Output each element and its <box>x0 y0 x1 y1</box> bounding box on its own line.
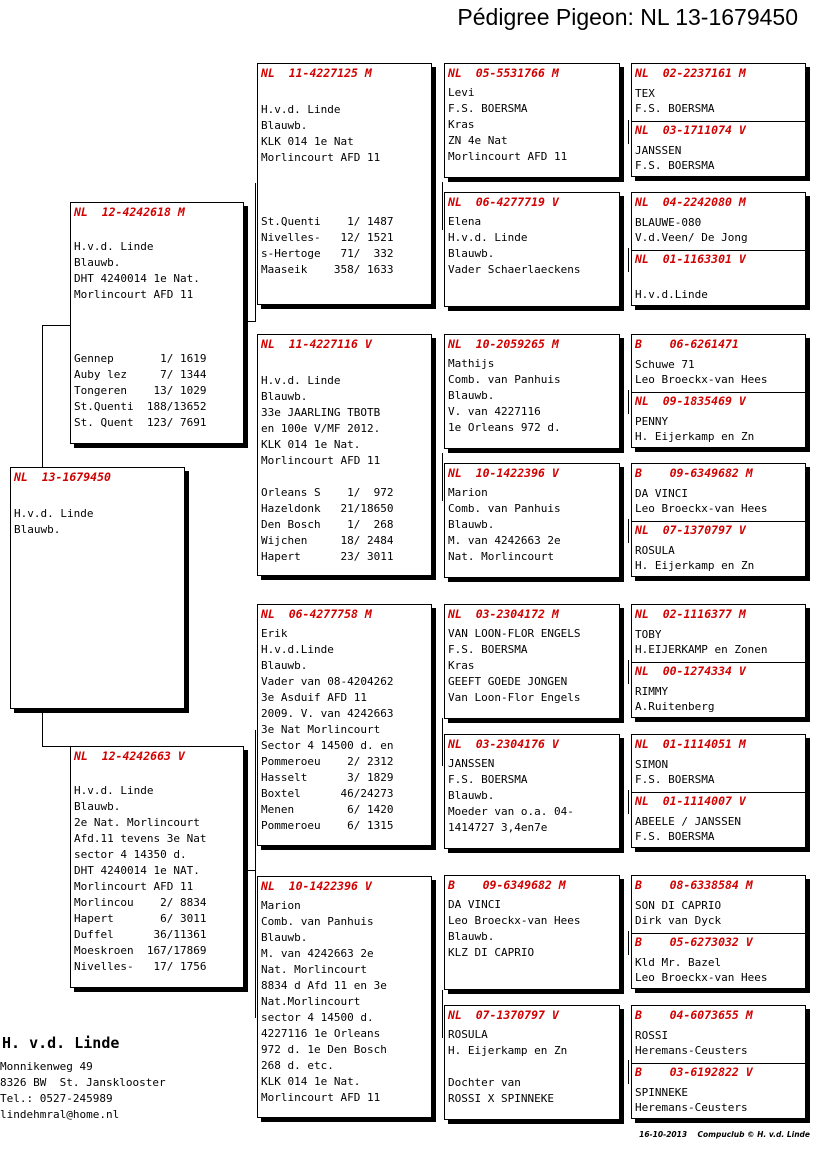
ring-number: NL 06-4277719 V <box>448 195 559 209</box>
race-result: Pommeroeu 2/ 2312 <box>261 755 394 768</box>
card-line: ROSULA <box>448 1028 488 1041</box>
ggp-pair-card[interactable] <box>631 604 806 718</box>
card-line: Comb. van Panhuis <box>448 373 561 386</box>
card-line: GEEFT GOEDE JONGEN <box>448 675 568 688</box>
card-line: H.v.d. Linde <box>74 240 154 253</box>
race-result: Morlincou 2/ 8834 <box>74 896 207 909</box>
card-line: Blauwb. <box>14 523 61 536</box>
divider <box>632 662 805 663</box>
footer-credit: 16-10-2013 Compuclub © H. v.d. Linde <box>639 1130 810 1139</box>
card-line: 1414727 3,4en7e <box>448 821 548 834</box>
ring-number: NL 07-1370797 V <box>448 1008 559 1022</box>
race-result: Duffel 36/11361 <box>74 928 207 941</box>
card-line: Leo Broeckx-van Hees <box>635 373 768 386</box>
card-line: ROSULA <box>635 544 675 557</box>
card-line: H.EIJERKAMP en Zonen <box>635 643 768 656</box>
card-line: H. Eijerkamp en Zn <box>635 430 755 443</box>
race-result: Hapert 6/ 3011 <box>74 912 207 925</box>
connector-line <box>255 183 256 321</box>
card-line: H. Eijerkamp en Zn <box>448 1044 568 1057</box>
card-line: H.v.d.Linde <box>635 288 708 301</box>
card-line: 1e Orleans 972 d. <box>448 421 561 434</box>
connector-line <box>628 931 629 955</box>
card-line: Marion <box>261 899 301 912</box>
ring-number: NL 02-1116377 M <box>635 607 746 621</box>
owner-phone: Tel.: 0527-245989 <box>0 1092 113 1105</box>
great-grandparent-card[interactable] <box>444 875 620 990</box>
card-line: KLK 014 1e Nat. <box>261 1075 361 1088</box>
card-line: DHT 4240014 1e Nat. <box>74 272 200 285</box>
card-line: Afd.11 tevens 3e Nat <box>74 832 207 845</box>
great-grandparent-card[interactable] <box>444 334 620 449</box>
card-line: A.Ruitenberg <box>635 700 715 713</box>
ring-number: NL 06-4277758 M <box>261 607 372 621</box>
card-line: ZN 4e Nat <box>448 134 508 147</box>
card-line: F.S. BOERSMA <box>448 773 528 786</box>
card-line: V. van 4227116 <box>448 405 541 418</box>
connector-line <box>628 1060 629 1084</box>
card-line: Morlincourt AFD 11 <box>261 454 381 467</box>
card-line: 33e JAARLING TBOTB <box>261 406 381 419</box>
card-line: Dochter van <box>448 1076 521 1089</box>
connector-line <box>42 325 70 326</box>
connector-line <box>243 870 256 871</box>
card-line: F.S. BOERSMA <box>635 773 715 786</box>
card-line: DA VINCI <box>448 898 501 911</box>
card-line: Marion <box>448 486 488 499</box>
ring-number: NL 07-1370797 V <box>635 523 746 537</box>
race-result: Nivelles- 12/ 1521 <box>261 231 394 244</box>
card-line: DHT 4240014 1e NAT. <box>74 864 200 877</box>
ring-number: B 06-6261471 <box>635 337 739 351</box>
card-line: SON DI CAPRIO <box>635 899 722 912</box>
connector-line <box>255 730 256 1018</box>
card-line: ABEELE / JANSSEN <box>635 815 741 828</box>
connector-line <box>628 519 629 543</box>
card-line: Nat. Morlincourt <box>261 963 367 976</box>
divider <box>632 121 805 122</box>
card-line: Blauwb. <box>448 389 495 402</box>
card-line: 3e Nat Morlincourt <box>261 723 381 736</box>
great-grandparent-card[interactable] <box>444 604 620 719</box>
owner-address: Monnikenweg 49 <box>0 1060 93 1073</box>
card-line: H.v.d. Linde <box>74 784 154 797</box>
card-line: Kld Mr. Bazel <box>635 956 722 969</box>
great-grandparent-card[interactable] <box>444 63 620 178</box>
card-line: Dirk van Dyck <box>635 914 722 927</box>
great-grandparent-card[interactable] <box>444 463 620 578</box>
connector-line <box>628 390 629 414</box>
card-line: ROSSI X SPINNEKE <box>448 1092 554 1105</box>
ring-number: B 05-6273032 V <box>635 935 753 949</box>
card-line: F.S. BOERSMA <box>448 643 528 656</box>
ring-number: NL 10-2059265 M <box>448 337 559 351</box>
card-line: M. van 4242663 2e <box>448 534 561 547</box>
card-line: Comb. van Panhuis <box>261 915 374 928</box>
ring-number: NL 04-2242080 M <box>635 195 746 209</box>
ggp-pair-card[interactable] <box>631 463 806 577</box>
connector-line <box>243 321 256 322</box>
card-line: Elena <box>448 215 482 228</box>
card-line: Blauwb. <box>448 930 495 943</box>
great-grandparent-card[interactable] <box>444 192 620 307</box>
card-line: H. Eijerkamp en Zn <box>635 559 755 572</box>
card-line: F.S. BOERSMA <box>448 102 528 115</box>
card-line: TEX <box>635 87 655 100</box>
card-line: SPINNEKE <box>635 1086 688 1099</box>
ggp-pair-card[interactable] <box>631 192 806 306</box>
race-result: Moeskroen 167/17869 <box>74 944 207 957</box>
great-grandparent-card[interactable] <box>444 734 620 849</box>
card-line: BLAUWE-080 <box>635 216 702 229</box>
card-line: M. van 4242663 2e <box>261 947 374 960</box>
race-result: Auby lez 7/ 1344 <box>74 368 207 381</box>
ring-number: NL 13-1679450 <box>14 470 111 484</box>
card-line: F.S. BOERSMA <box>635 102 715 115</box>
card-line: Vader Schaerlaeckens <box>448 263 581 276</box>
card-line: ROSSI <box>635 1029 669 1042</box>
race-result: Wijchen 18/ 2484 <box>261 534 394 547</box>
connector-line <box>442 718 443 766</box>
card-line: H.v.d. Linde <box>14 507 94 520</box>
card-line: Morlincourt AFD 11 <box>261 1091 381 1104</box>
card-line: Blauwb. <box>74 800 121 813</box>
card-line: Blauwb. <box>261 390 308 403</box>
race-result: Tongeren 13/ 1029 <box>74 384 207 397</box>
card-line: Kras <box>448 118 475 131</box>
ring-number: B 08-6338584 M <box>635 878 753 892</box>
card-line: 2e Nat. Morlincourt <box>74 816 200 829</box>
connector-line <box>628 120 629 144</box>
card-line: Leo Broeckx-van Hees <box>635 502 768 515</box>
card-line: DA VINCI <box>635 487 688 500</box>
divider <box>632 1063 805 1064</box>
divider <box>632 933 805 934</box>
grandfather-maternal-card[interactable] <box>257 604 432 846</box>
ring-number: NL 10-1422396 V <box>261 879 372 893</box>
card-line: Morlincourt AFD 11 <box>448 150 568 163</box>
ring-number: NL 12-4242663 V <box>74 749 185 763</box>
divider <box>632 250 805 251</box>
owner-name: H. v.d. Linde <box>2 1034 120 1052</box>
card-line: 3e Asduif AFD 11 <box>261 691 367 704</box>
card-line: Van Loon-Flor Engels <box>448 691 581 704</box>
ring-number: NL 01-1114007 V <box>635 794 746 808</box>
owner-email[interactable]: lindehmral@home.nl <box>0 1108 120 1121</box>
connector-line <box>628 660 629 684</box>
card-line: Morlincourt AFD 11 <box>74 288 194 301</box>
connector-line <box>628 790 629 814</box>
card-line: Blauwb. <box>74 256 121 269</box>
race-result: Orleans S 1/ 972 <box>261 486 394 499</box>
card-line: TOBY <box>635 628 662 641</box>
mother-card[interactable] <box>70 746 244 988</box>
father-card[interactable] <box>70 202 244 444</box>
ring-number: NL 02-2237161 M <box>635 66 746 80</box>
card-line: JANSSEN <box>635 144 682 157</box>
card-line: sector 4 14500 d. <box>261 1011 374 1024</box>
card-line: H.v.d. Linde <box>261 374 341 387</box>
grandmother-maternal-card[interactable] <box>257 876 432 1118</box>
card-line: Blauwb. <box>261 931 308 944</box>
card-line: H.v.d. Linde <box>261 103 341 116</box>
card-line: Sector 4 14500 d. en <box>261 739 394 752</box>
card-line: Nat. Morlincourt <box>448 550 554 563</box>
card-line: Blauwb. <box>448 247 495 260</box>
card-line: Vader van 08-4204262 <box>261 675 394 688</box>
ring-number: NL 01-1163301 V <box>635 252 746 266</box>
card-line: Mathijs <box>448 357 495 370</box>
race-result: Den Bosch 1/ 268 <box>261 518 394 531</box>
card-line: H.v.d.Linde <box>261 643 334 656</box>
page-title: Pédigree Pigeon: NL 13-1679450 <box>457 4 798 30</box>
card-line: 2009. V. van 4242663 <box>261 707 394 720</box>
race-result: St.Quenti 188/13652 <box>74 400 207 413</box>
card-line: sector 4 14350 d. <box>74 848 187 861</box>
ring-number: B 03-6192822 V <box>635 1065 753 1079</box>
ring-number: NL 00-1274334 V <box>635 664 746 678</box>
connector-line <box>442 990 443 1038</box>
card-line: KLK 014 1e Nat. <box>261 438 361 451</box>
ring-number: NL 11-4227116 V <box>261 337 372 351</box>
race-result: Pommeroeu 6/ 1315 <box>261 819 394 832</box>
ring-number: NL 09-1835469 V <box>635 394 746 408</box>
card-line: en 100e V/MF 2012. <box>261 422 381 435</box>
ggp-pair-card[interactable] <box>631 1005 806 1119</box>
ring-number: NL 03-2304176 V <box>448 737 559 751</box>
race-result: Nivelles- 17/ 1756 <box>74 960 207 973</box>
ring-number: B 09-6349682 M <box>448 878 566 892</box>
grandmother-paternal-card[interactable] <box>257 334 432 576</box>
race-result: s-Hertoge 71/ 332 <box>261 247 394 260</box>
card-line: JANSSEN <box>448 757 495 770</box>
card-line: F.S. BOERSMA <box>635 159 715 172</box>
card-line: 268 d. etc. <box>261 1059 334 1072</box>
card-line: 972 d. 1e Den Bosch <box>261 1043 387 1056</box>
grandfather-paternal-card[interactable] <box>257 63 432 305</box>
great-grandparent-card[interactable] <box>444 1005 620 1120</box>
card-line: Heremans-Ceusters <box>635 1044 748 1057</box>
card-line: Blauwb. <box>261 659 308 672</box>
subject-pigeon-card[interactable] <box>10 467 185 709</box>
card-line: Levi <box>448 86 475 99</box>
ggp-pair-card[interactable] <box>631 334 806 448</box>
card-line: H.v.d. Linde <box>448 231 528 244</box>
card-line: VAN LOON-FLOR ENGELS <box>448 627 581 640</box>
ring-number: NL 10-1422396 V <box>448 466 559 480</box>
connector-line <box>628 248 629 272</box>
ring-number: NL 03-2304172 M <box>448 607 559 621</box>
ggp-pair-card[interactable] <box>631 63 806 177</box>
ggp-pair-card[interactable] <box>631 734 806 848</box>
race-result: Gennep 1/ 1619 <box>74 352 207 365</box>
ring-number: NL 11-4227125 M <box>261 66 372 80</box>
race-result: Maaseik 358/ 1633 <box>261 263 394 276</box>
card-line: RIMMY <box>635 685 669 698</box>
ring-number: NL 12-4242618 M <box>74 205 185 219</box>
ring-number: B 04-6073655 M <box>635 1008 753 1022</box>
connector-line <box>42 746 70 747</box>
ggp-pair-card[interactable] <box>631 875 806 989</box>
race-result: Hapert 23/ 3011 <box>261 550 394 563</box>
ring-number: B 09-6349682 M <box>635 466 753 480</box>
card-line: PENNY <box>635 415 669 428</box>
card-line: Schuwe 71 <box>635 358 695 371</box>
card-line: Moeder van o.a. 04- <box>448 805 574 818</box>
card-line: Morlincourt AFD 11 <box>261 151 381 164</box>
card-line: Leo Broeckx-van Hees <box>448 914 581 927</box>
card-line: Leo Broeckx-van Hees <box>635 971 768 984</box>
card-line: KLK 014 1e Nat <box>261 135 354 148</box>
ring-number: NL 03-1711074 V <box>635 123 746 137</box>
card-line: 4227116 1e Orleans <box>261 1027 381 1040</box>
card-line: Nat.Morlincourt <box>261 995 361 1008</box>
card-line: V.d.Veen/ De Jong <box>635 231 748 244</box>
card-line: Blauwb. <box>261 119 308 132</box>
connector-line <box>442 453 443 501</box>
divider <box>632 521 805 522</box>
race-result: Menen 6/ 1420 <box>261 803 394 816</box>
card-line: Comb. van Panhuis <box>448 502 561 515</box>
card-line: Morlincourt AFD 11 <box>74 880 194 893</box>
race-result: Boxtel 46/24273 <box>261 787 394 800</box>
card-line: 8834 d Afd 11 en 3e <box>261 979 387 992</box>
card-line: SIMON <box>635 758 669 771</box>
divider <box>632 792 805 793</box>
race-result: St.Quenti 1/ 1487 <box>261 215 394 228</box>
card-line: Heremans-Ceusters <box>635 1101 748 1114</box>
ring-number: NL 01-1114051 M <box>635 737 746 751</box>
card-line: Erik <box>261 627 288 640</box>
card-line: KLZ DI CAPRIO <box>448 946 535 959</box>
connector-line <box>442 182 443 230</box>
divider <box>632 392 805 393</box>
card-line: Kras <box>448 659 475 672</box>
ring-number: NL 05-5531766 M <box>448 66 559 80</box>
owner-city: 8326 BW St. Jansklooster <box>0 1076 166 1089</box>
card-line: F.S. BOERSMA <box>635 830 715 843</box>
race-result: Hasselt 3/ 1829 <box>261 771 394 784</box>
card-line: Blauwb. <box>448 789 495 802</box>
race-result: St. Quent 123/ 7691 <box>74 416 207 429</box>
race-result: Hazeldonk 21/18650 <box>261 502 394 515</box>
card-line: Blauwb. <box>448 518 495 531</box>
